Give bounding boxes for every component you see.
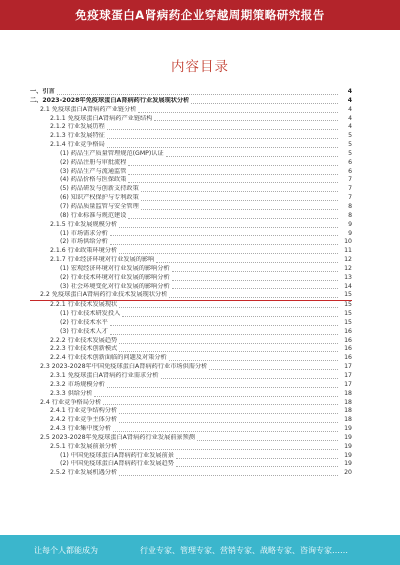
- report-header: [0, 0, 400, 30]
- toc-entry-page: 8: [348, 202, 352, 210]
- toc-leader-dots: [128, 218, 338, 219]
- toc-leader-dots: [107, 138, 338, 139]
- toc-entry-label: 2.3.2 市场规模分析: [50, 380, 105, 388]
- toc-entry-page: 16: [344, 354, 352, 362]
- toc-entry-label: 2.5.2 行业发展机遇分析: [50, 469, 118, 477]
- toc-entry-label: 2.1.3 行业发展特征: [50, 132, 105, 140]
- toc-leader-dots: [156, 262, 338, 263]
- toc-entry-label: 一、引言: [30, 88, 55, 95]
- toc-entry-label: (2) 中国免疫球蛋白A肾病药行业发展趋势: [60, 460, 174, 468]
- toc-entry-page: 7: [348, 185, 352, 193]
- toc-entry-label: (5) 药品研发与创新支持政策: [60, 185, 139, 193]
- toc-entry-label: (8) 行业标准与规范建设: [60, 211, 127, 219]
- toc-entry-page: 4: [347, 88, 352, 95]
- toc-entry-label: (1) 行业技术研发投入: [60, 310, 121, 318]
- toc-entry-label: 2.5.1 行业发展前景分析: [50, 442, 118, 450]
- toc-entry[interactable]: [30, 265, 352, 274]
- toc-leader-dots: [110, 235, 338, 236]
- toc-entry-page: 4: [348, 114, 352, 122]
- toc-entry-label: 2.4.3 行业集中度分析: [50, 425, 112, 433]
- toc-leader-dots: [113, 431, 338, 432]
- toc-entry[interactable]: [30, 372, 352, 381]
- toc-leader-dots: [138, 112, 338, 113]
- toc-entry[interactable]: [30, 141, 352, 150]
- toc-entry-page: 14: [344, 282, 352, 290]
- toc-entry-page: 16: [344, 336, 352, 344]
- toc-entry-page: 19: [344, 451, 352, 459]
- toc-entry-page: 5: [348, 132, 352, 140]
- toc-entry-label: 2.1 免疫球蛋白A肾病药产业链分析: [40, 105, 137, 113]
- toc-entry[interactable]: [30, 176, 352, 185]
- toc-leader-dots: [169, 360, 338, 361]
- toc-entry-page: 15: [344, 291, 352, 299]
- toc-leader-dots: [128, 165, 338, 166]
- toc-entry[interactable]: [30, 115, 352, 124]
- toc-leader-dots: [176, 466, 338, 467]
- toc-leader-dots: [197, 440, 338, 441]
- toc-entry[interactable]: [30, 123, 352, 132]
- toc-entry-label: 2.2 免疫球蛋白A肾病药行业技术发展现状分析: [40, 291, 168, 299]
- toc-entry-label: 2.1.7 行业经济环境对行业发展的影响: [50, 256, 155, 264]
- toc-leader-dots: [103, 404, 338, 405]
- toc-entry-label: (7) 药品质量监管与安全管理: [60, 202, 139, 210]
- toc-entry-label: 2.2.1 行业技术发展现状: [50, 301, 118, 309]
- toc-leader-dots: [128, 182, 338, 183]
- toc-entry-page: 17: [344, 372, 352, 379]
- toc-leader-dots: [166, 156, 338, 157]
- toc-entry-page: 12: [344, 256, 352, 264]
- toc-entry[interactable]: [30, 106, 352, 115]
- toc-entry-page: 19: [344, 433, 352, 441]
- toc-entry-label: 2.4 行业竞争格局分析: [40, 398, 102, 406]
- toc-entry-page: 7: [348, 194, 352, 202]
- toc-leader-dots: [119, 413, 338, 414]
- toc-entry[interactable]: [30, 469, 352, 478]
- toc-entry[interactable]: [30, 319, 352, 328]
- toc-entry-page: 18: [344, 398, 352, 406]
- toc-entry-page: 13: [344, 273, 352, 281]
- toc-entry[interactable]: [30, 460, 352, 469]
- toc-leader-dots: [161, 378, 338, 379]
- toc-entry[interactable]: [30, 345, 352, 354]
- toc-leader-dots: [128, 174, 338, 175]
- toc-leader-dots: [119, 422, 338, 423]
- toc-entry-label: (1) 宏观经济环境对行业发展的影响分析: [60, 264, 170, 272]
- toc-entry[interactable]: [30, 354, 352, 363]
- toc-entry[interactable]: [30, 363, 352, 372]
- toc-entry-label: 2.2.3 行业技术创新模式: [50, 345, 118, 353]
- toc-leader-dots: [119, 227, 338, 228]
- toc-entry[interactable]: [30, 337, 352, 346]
- toc-entry[interactable]: [30, 256, 352, 265]
- toc-entry-page: 5: [348, 141, 352, 149]
- toc-entry-label: 2.1.2 行业发展历程: [50, 123, 105, 131]
- toc-entry-label: 二、2023-2028年免疫球蛋白A肾病药行业发展现状分析: [30, 96, 190, 104]
- toc-entry[interactable]: [30, 310, 352, 319]
- toc-title: 内容目录: [171, 59, 229, 75]
- toc-entry-label: (2) 药品注册与审批流程: [60, 158, 127, 166]
- toc-entry[interactable]: [30, 434, 352, 443]
- toc-leader-dots: [119, 475, 338, 476]
- footer-left-text: 让每个人都能成为: [34, 545, 98, 555]
- toc-entry[interactable]: [30, 416, 352, 425]
- toc-entry-label: (3) 药品生产与流通监管: [60, 167, 127, 175]
- toc-entry[interactable]: [30, 238, 352, 247]
- toc-entry[interactable]: [30, 150, 352, 159]
- toc-entry-label: 2.3 2023-2028年中国免疫球蛋白A肾病药行业市场供需分析: [40, 363, 208, 371]
- toc-entry-page: 9: [348, 229, 352, 237]
- toc-entry-label: (1) 药品生产质量管理规范(GMP)认证: [60, 149, 164, 157]
- report-title: 免疫球蛋白A肾病药企业穿越周期策略研究报告: [75, 8, 325, 22]
- toc-entry-label: (2) 行业技术环境对行业发展的影响分析: [60, 273, 170, 281]
- toc-leader-dots: [57, 94, 338, 95]
- toc-leader-dots: [119, 307, 338, 308]
- toc-entry-page: 15: [344, 301, 352, 309]
- toc-entry[interactable]: [30, 185, 352, 194]
- toc-entry-label: (3) 社会环境变化对行业发展的影响分析: [60, 282, 170, 290]
- toc-leader-dots: [119, 449, 338, 450]
- toc-entry-page: 16: [344, 327, 352, 335]
- toc-entry[interactable]: [30, 203, 352, 212]
- toc-leader-dots: [176, 458, 338, 459]
- toc-entry[interactable]: [30, 159, 352, 168]
- toc-entry-label: 2.2.4 行业技术创新面临的问题及对策分析: [50, 354, 167, 362]
- toc-entry-label: 2.3.1 免疫球蛋白A肾病药行业需求分析: [50, 372, 159, 379]
- toc-leader-dots: [110, 334, 338, 335]
- toc-leader-dots: [119, 343, 338, 344]
- toc-entry-label: 2.4.1 行业竞争结构分析: [50, 407, 118, 415]
- toc-leader-dots: [94, 396, 338, 397]
- toc-leader-dots: [172, 271, 338, 272]
- footer-banner: [0, 535, 400, 565]
- toc-entry[interactable]: [30, 283, 352, 292]
- toc-entry-label: 2.1.1 免疫球蛋白A肾病药产业链结构: [50, 114, 153, 122]
- toc-leader-dots: [110, 325, 338, 326]
- toc-entry-page: 9: [348, 220, 352, 228]
- toc-entry[interactable]: [30, 301, 352, 310]
- toc-entry[interactable]: [30, 132, 352, 141]
- toc-entry-label: 2.2.2 行业技术发展趋势: [50, 336, 118, 344]
- toc-entry-label: (6) 知识产权保护与专利政策: [60, 194, 139, 202]
- toc-entry[interactable]: [30, 399, 352, 408]
- toc-leader-dots: [172, 280, 338, 281]
- toc-entry[interactable]: [30, 407, 352, 416]
- toc-entry-page: 15: [344, 318, 352, 326]
- toc-entry-label: (3) 行业技术人才: [60, 327, 108, 335]
- toc-entry-page: 19: [344, 425, 352, 433]
- toc-entry[interactable]: [30, 88, 352, 97]
- toc-entry[interactable]: [30, 381, 352, 390]
- toc-entry-page: 4: [348, 123, 352, 131]
- toc-entry[interactable]: [30, 230, 352, 239]
- toc-entry[interactable]: [30, 328, 352, 337]
- toc-leader-dots: [172, 288, 338, 289]
- toc-entry-label: (2) 行业技术水平: [60, 318, 108, 326]
- toc-entry-label: 2.5 2023-2028年免疫球蛋白A肾病药行业发展前景预测: [40, 433, 195, 441]
- table-of-contents: [30, 88, 352, 478]
- toc-entry-label: (4) 药品价格与医保政策: [60, 176, 127, 184]
- toc-leader-dots: [107, 129, 338, 130]
- toc-entry[interactable]: [30, 390, 352, 399]
- toc-leader-dots: [141, 200, 338, 201]
- toc-entry-label: 2.3.3 供给分析: [50, 389, 93, 397]
- toc-entry-page: 16: [344, 345, 352, 353]
- toc-entry-page: 6: [348, 158, 352, 166]
- toc-leader-dots: [107, 387, 338, 388]
- toc-entry-label: 2.1.5 行业发展规模分析: [50, 220, 118, 228]
- toc-entry[interactable]: [30, 452, 352, 461]
- toc-entry-label: 2.4.2 行业竞争主体分析: [50, 416, 118, 424]
- toc-entry[interactable]: [30, 97, 352, 106]
- toc-entry-label: (1) 市场需求分析: [60, 229, 108, 237]
- toc-entry[interactable]: [30, 168, 352, 177]
- toc-leader-dots: [169, 297, 338, 298]
- toc-entry[interactable]: [30, 443, 352, 452]
- footer-right-text: 行业专家、管理专家、营销专家、战略专家、咨询专家……: [140, 545, 348, 555]
- toc-leader-dots: [141, 191, 338, 192]
- toc-entry[interactable]: [30, 425, 352, 434]
- toc-leader-dots: [107, 147, 338, 148]
- toc-entry-page: 11: [344, 247, 352, 255]
- toc-entry[interactable]: [30, 194, 352, 203]
- toc-entry[interactable]: [30, 221, 352, 230]
- toc-entry-page: 19: [344, 442, 352, 450]
- toc-entry-page: 20: [344, 469, 352, 477]
- toc-entry-label: (2) 市场供给分析: [60, 238, 108, 246]
- toc-entry-page: 18: [344, 416, 352, 424]
- toc-entry-page: 4: [347, 96, 352, 104]
- toc-entry-label: 2.1.6 行业政策环境分析: [50, 247, 118, 255]
- toc-entry[interactable]: [30, 247, 352, 256]
- toc-entry-page: 4: [348, 105, 352, 113]
- toc-entry-page: 10: [344, 238, 352, 246]
- toc-entry-page: 19: [344, 460, 352, 468]
- toc-leader-dots: [141, 209, 338, 210]
- toc-leader-dots: [191, 103, 338, 104]
- toc-entry-label: 2.1.4 行业竞争格局: [50, 141, 105, 149]
- toc-entry-page: 17: [344, 380, 352, 388]
- toc-entry[interactable]: [30, 212, 352, 221]
- toc-entry-page: 6: [348, 167, 352, 175]
- toc-entry-page: 5: [348, 149, 352, 157]
- toc-leader-dots: [209, 369, 338, 370]
- toc-leader-dots: [119, 351, 338, 352]
- toc-entry-page: 15: [344, 310, 352, 318]
- toc-leader-dots: [154, 120, 338, 121]
- toc-entry-page: 18: [344, 389, 352, 397]
- toc-entry-page: 8: [348, 211, 352, 219]
- toc-leader-dots: [119, 253, 338, 254]
- toc-leader-dots: [122, 316, 338, 317]
- toc-entry-label: (1) 中国免疫球蛋白A肾病药行业发展前景: [60, 451, 174, 459]
- toc-leader-dots: [110, 244, 338, 245]
- toc-entry-page: 7: [348, 176, 352, 184]
- toc-entry[interactable]: [30, 274, 352, 283]
- toc-entry-page: 12: [344, 264, 352, 272]
- toc-entry-page: 17: [344, 363, 352, 371]
- toc-entry-page: 18: [344, 407, 352, 415]
- toc-entry[interactable]: [30, 291, 352, 301]
